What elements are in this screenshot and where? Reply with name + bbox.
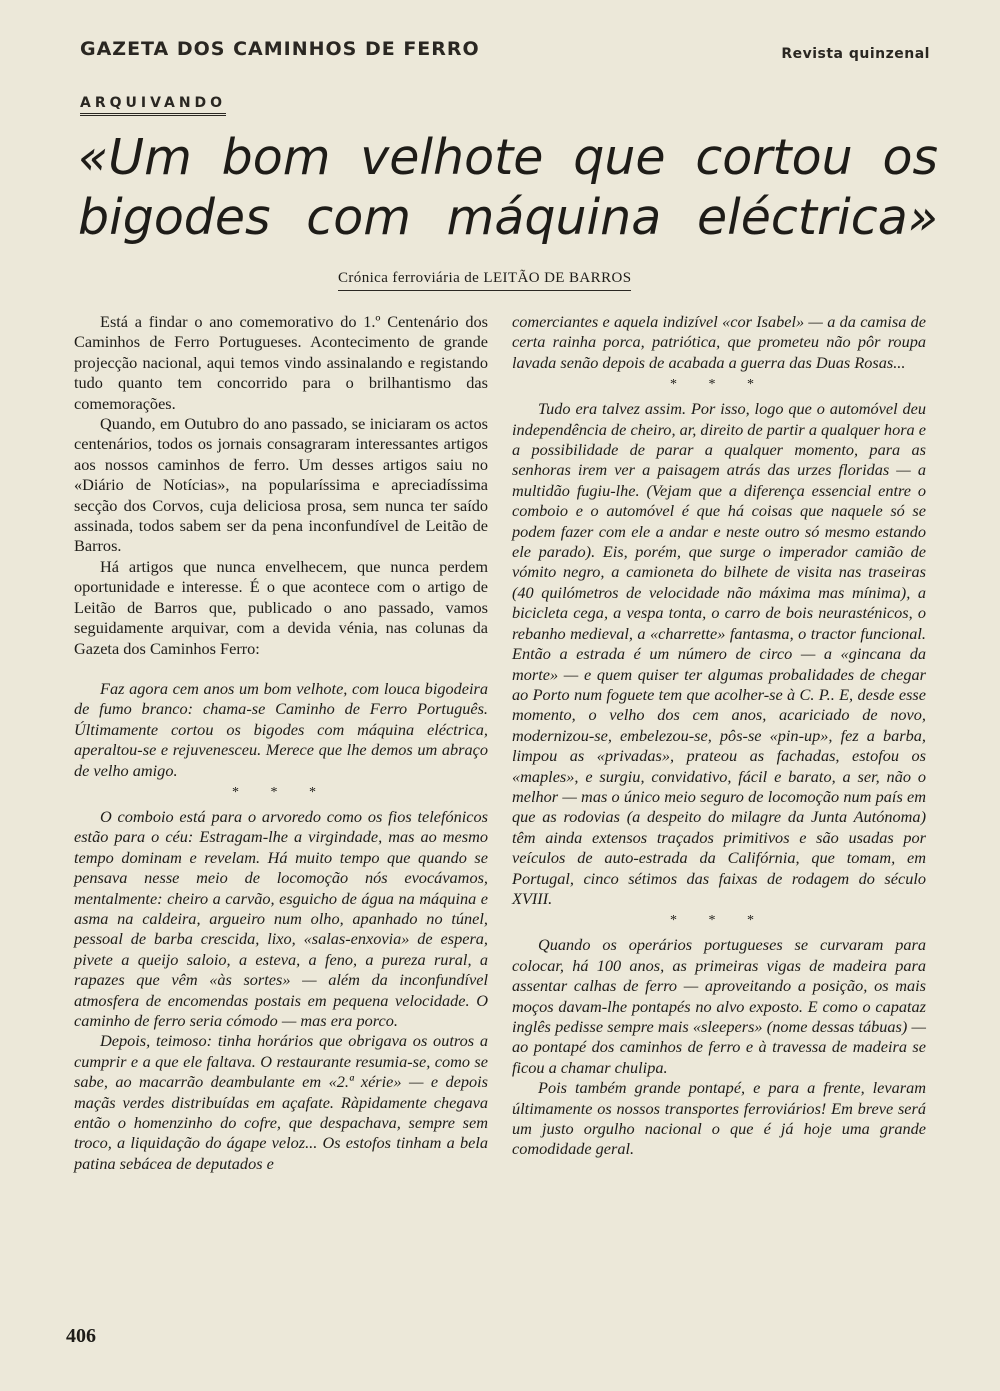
byline: Crónica ferroviária de LEITÃO DE BARROS: [338, 270, 631, 291]
paragraph: Pois também grande pontapé, e para a frente, levaram últimamente os nossos transportes ferroviários! Em breve será um justo orgulho nacional o que é já hoje uma grande comodidade geral.: [512, 1078, 926, 1159]
headline-line-2: bigodes com máquina eléctrica»: [78, 189, 938, 246]
paragraph: Quando, em Outubro do ano passado, se iniciaram os actos centenários, todos os jornais consagraram interessantes artigos aos nossos caminhos de ferro. Um desses artigos saiu no «Diário de Notícias», na popularíssima e apreciadíssima secção dos Corvos, cuja deliciosa prosa, sem nunca ter saído assinada, todos sabem ser da pena inconfundível de Leitão de Barros.: [74, 414, 488, 556]
page-number: 406: [66, 1325, 96, 1347]
article-headline: [78, 128, 938, 248]
headline-line-1: «Um bom velhote que cortou os: [78, 129, 938, 186]
paragraph: Há artigos que nunca envelhecem, que nunca perdem oportunidade e interesse. É o que acontece com o artigo de Leitão de Barros que, publicado o ano passado, vamos seguidamente arquivar, com a devida vénia, nas colunas da Gazeta dos Caminhos Ferro:: [74, 556, 488, 658]
masthead-title: GAZETA DOS CAMINHOS DE FERRO: [80, 38, 480, 60]
paragraph: Quando os operários portugueses se curvaram para colocar, há 100 anos, as primeiras vigas de madeira para assentar calhas de ferro — aproveitando a posição, os mais moços davam-lhe pontapés no alvo exposto. E como o capataz inglês pedisse sempre mais «sleepers» (nome dessas tábuas) — ao pontapé dos caminhos de ferro e à travessa de madeira se ficou a chamar chulipa.: [512, 935, 926, 1077]
section-label: ARQUIVANDO: [80, 95, 226, 116]
section-separator: * * *: [670, 913, 768, 929]
section-separator: * * *: [670, 377, 768, 393]
paragraph: comerciantes e aquela indizível «cor Isabel» — a da camisa de certa rainha porca, patriótica, que prometeu não pôr roupa lavada senão depois de acabada a guerra das Duas Rosas...: [512, 312, 926, 372]
paragraph: Faz agora cem anos um bom velhote, com louca bigodeira de fumo branco: chama-se Caminho de Ferro Português. Últimamente cortou os bigodes com máquina eléctrica, aperaltou-se e rejuvenesceu. Merece que lhe demos um abraço de velho amigo.: [74, 678, 488, 780]
paragraph: Depois, teimoso: tinha horários que obrigava os outros a cumprir e a que ele faltava. O restaurante resumia-se, como se sabe, ao macarrão deambulante em «2.ª xérie» — e depois maçãs verdes distribuídas em açafate. Ràpidamente chegava então o homenzinho do cofre, que despachava, sempre sem troco, a liquidação do ágape veloz... Os estofos tinham a bela patina sebácea de deputados e: [74, 1031, 488, 1173]
section-separator: * * *: [232, 784, 330, 800]
paragraph: Está a findar o ano comemorativo do 1.º Centenário dos Caminhos de Ferro Portugueses. Acontecimento de grande projecção nacional, aqui temos vindo assinalando e registando tudo quanto tem concorrido para o brilhantismo das comemorações.: [74, 312, 488, 413]
paragraph: Tudo era talvez assim. Por isso, logo que o automóvel deu independência de cheiro, ar, direito de partir a qualquer hora e a possibilidade de parar a qualquer momento, para as senhoras irem ver a paisagem atrás das urzes floridas — a multidão fugiu-lhe. (Vejam que a diferença essencial entre o comboio e o automóvel é que há coisas que naquele só se podem fazer com ele a andar e neste outro só mesmo estando ele parado). Eis, porém, que surge o imperador camião de vómito negro, a camioneta do bilhete de visita nas traseiras (40 quilómetros de velocidade não máxima mas mínima), a bicicleta cega, a vespa tonta, o carro de bois neurasténicos, o rebanho medieval, a «charrette» fantasma, o tractor funcional. Então a estrada é um número de circo — a «gincana da morte» — e quem quiser ter algumas probalidades de chegar ao Porto num foguete tem que acolher-se à C. P.. E, desde esse momento, o velho dos cem anos, acariciado de novo, modernizou-se, embelezou-se, pôs-se «pin-up», fez a barba, limpou as «privadas», prateou as fachadas, estofou os «maples», e surgiu, convidativo, fácil e barato, a ser, não o melhor — mas o único meio seguro de locomoção num país em que as rodovias (a despeito do milagre da Junta Autónoma) têm ainda extensos traçados primitivos e são usadas por veículos de auto-estrada da Califórnia, que tomam, em Portugal, cinco sétimos das faixas de rodagem do século XVIII.: [512, 399, 926, 908]
left-column: [74, 312, 488, 1174]
right-column: [512, 312, 926, 1160]
paragraph: O comboio está para o arvoredo como os fios telefónicos estão para o céu: Estragam-lhe a virgindade, mas ao mesmo tempo dominam e revelam. Há muito tempo que quando se pensava nesse meio de locomoção nós evocávamos, mentalmente: cheiro a carvão, esguicho de água na máquina e asma na caldeira, argueiro num olho, apanhado no túnel, pessoal de barba crescida, lixo, «salas-enxovia» de espera, pivete a queijo saloio, a esteva, a feno, a pureza rural, a rapazes que vêm «às sortes» — além da inconfundível atmosfera de encomendas postais em pequena velocidade. O caminho de ferro seria cómodo — mas era porco.: [74, 806, 488, 1030]
masthead-subtitle: Revista quinzenal: [781, 46, 930, 62]
